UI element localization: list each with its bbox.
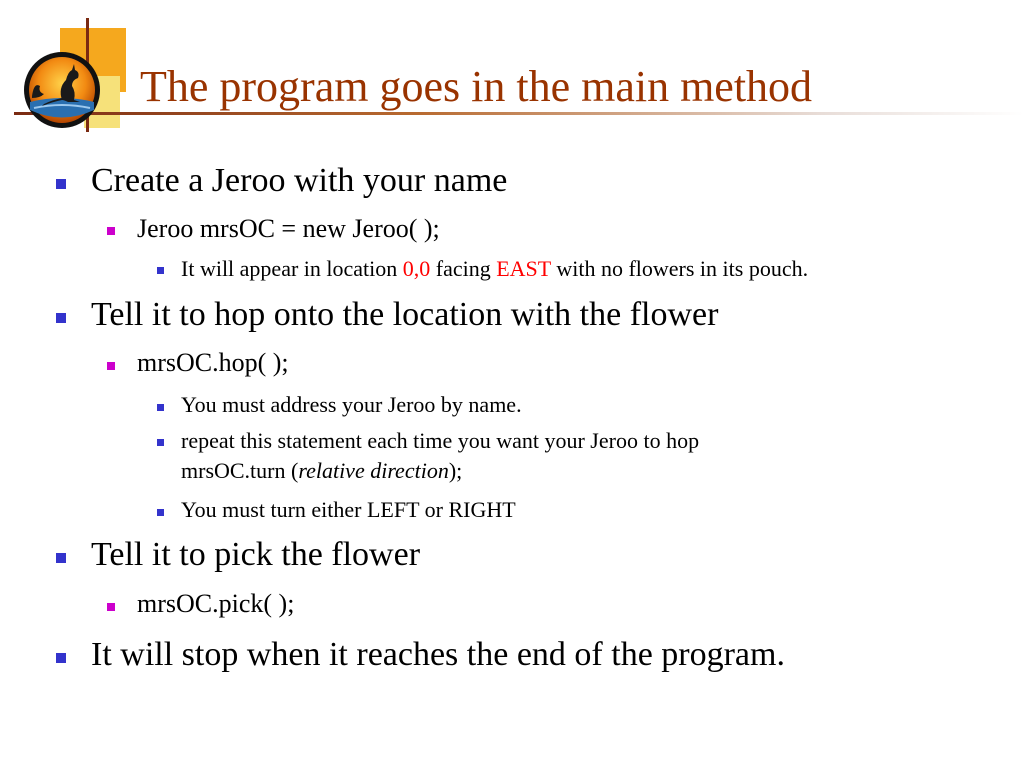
direction-value: EAST xyxy=(496,256,551,281)
code-create-jeroo: Jeroo mrsOC = new Jeroo( ); xyxy=(137,214,440,243)
bullet-marker xyxy=(107,362,115,370)
code-pick: mrsOC.pick( ); xyxy=(137,589,295,618)
code-turn: mrsOC.turn (relative direction); xyxy=(181,458,463,483)
bullet-marker xyxy=(56,653,66,663)
bullet-marker xyxy=(157,267,164,274)
step-create: Create a Jeroo with your name xyxy=(91,162,508,199)
bullet-marker xyxy=(56,553,66,563)
bullet-marker xyxy=(157,509,164,516)
bullet-marker xyxy=(157,404,164,411)
slide-title: The program goes in the main method xyxy=(140,62,813,111)
note-address-by-name: You must address your Jeroo by name. xyxy=(181,392,522,417)
step-stop: It will stop when it reaches the end of the program. xyxy=(91,636,785,673)
bullet-marker xyxy=(157,439,164,446)
step-pick: Tell it to pick the flower xyxy=(91,536,421,573)
note-turn-direction: You must turn either LEFT or RIGHT xyxy=(181,497,516,522)
kangaroo-logo-icon xyxy=(22,50,102,130)
bullet-marker xyxy=(56,179,66,189)
bullet-marker xyxy=(56,313,66,323)
bullet-marker xyxy=(107,227,115,235)
code-hop: mrsOC.hop( ); xyxy=(137,348,289,377)
note-start-location: It will appear in location 0,0 facing EAST with no flowers in its pouch. xyxy=(181,256,809,281)
note-repeat-hop: repeat this statement each time you want your Jeroo to hop xyxy=(181,428,700,453)
bullet-marker xyxy=(107,603,115,611)
step-hop: Tell it to hop onto the location with the flower xyxy=(91,296,719,333)
location-value: 0,0 xyxy=(402,256,431,281)
